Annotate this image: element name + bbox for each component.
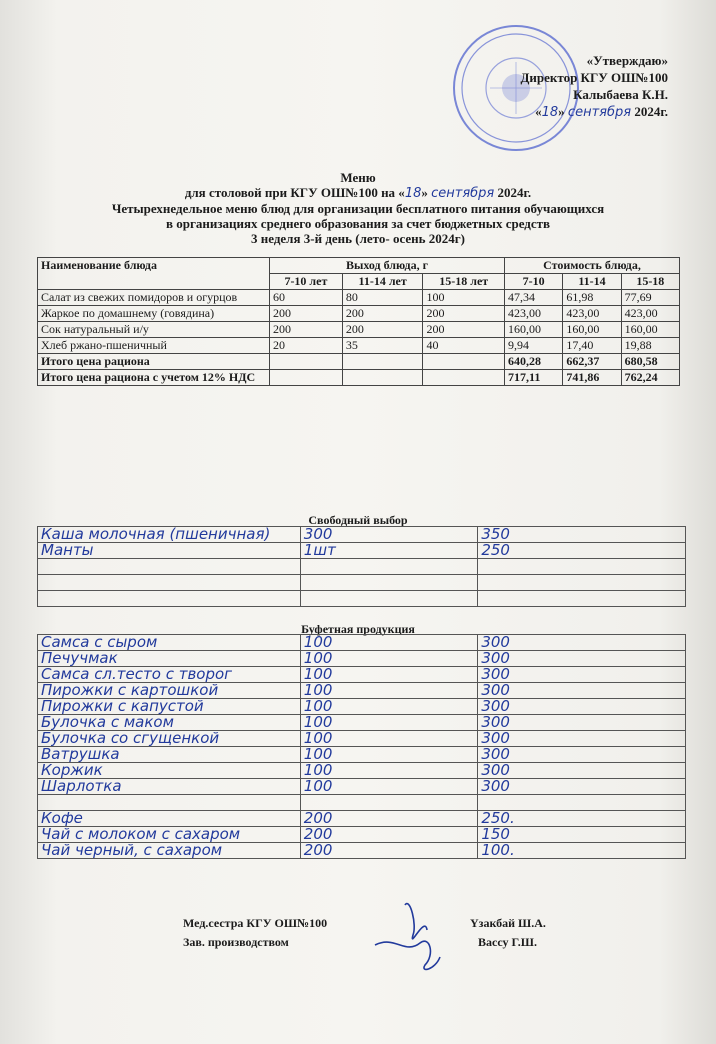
table-row: Шарлотка 100 300	[38, 779, 686, 795]
approval-block	[520, 52, 668, 121]
table-row: Сок натуральный и/у 200 200 200 160,00 160,00 160,00	[38, 322, 680, 338]
approval-label: «Утверждаю»	[586, 53, 668, 68]
free-choice-title: Свободный выбор	[308, 513, 408, 527]
manager-label: Зав. производством	[183, 935, 289, 949]
table-row: Самса с сыром 100 300	[38, 635, 686, 651]
table-row: Булочка со сгущенкой 100 300	[38, 731, 686, 747]
table-row: Самса сл.тесто с творог 100 300	[38, 667, 686, 683]
nurse-name: Үзакбай Ш.А.	[470, 916, 546, 930]
buffet-table	[37, 634, 686, 859]
col-output: Выход блюда, г	[270, 258, 505, 274]
table-row: Каша молочная (пшеничная) 300 350	[38, 527, 686, 543]
menu-month: сентября	[431, 186, 495, 201]
table-row: Коржик 100 300	[38, 763, 686, 779]
table-row: Чай с молоком с сахаром 200 150	[38, 827, 686, 843]
signature-icon	[365, 895, 455, 975]
age-group: 11-14	[563, 274, 621, 290]
age-group: 15-18	[621, 274, 679, 290]
table-row	[38, 575, 686, 591]
document-title	[0, 170, 716, 246]
age-group: 15-18 лет	[423, 274, 505, 290]
buffet-title: Буфетная продукция	[301, 622, 415, 636]
table-row: Булочка с маком 100 300	[38, 715, 686, 731]
table-row: Ватрушка 100 300	[38, 747, 686, 763]
approval-date: «18» сентября 2024г.	[535, 104, 668, 120]
col-dish-name: Наименование блюда	[38, 258, 270, 290]
free-choice-table	[37, 526, 686, 607]
menu-day: 18	[404, 186, 422, 201]
age-group: 7-10 лет	[270, 274, 343, 290]
approval-year: 2024г.	[634, 104, 668, 119]
menu-description-2: в организациях среднего образования за счет бюджетных средств	[165, 216, 551, 231]
table-row: Пирожки с картошкой 100 300	[38, 683, 686, 699]
col-cost: Стоимость блюда,	[505, 258, 680, 274]
approval-name: Калыбаева К.Н.	[573, 87, 668, 102]
table-row: Печучмак 100 300	[38, 651, 686, 667]
table-row	[38, 559, 686, 575]
menu-description-1: Четырехнедельное меню блюд для организации бесплатного питания обучающихся	[111, 201, 605, 216]
menu-heading: Меню	[340, 170, 376, 185]
menu-for-line: для столовой при КГУ ОШ№100 на «18» сентября 2024г.	[184, 185, 532, 201]
manager-name: Вассу Г.Ш.	[478, 935, 537, 949]
table-row: Кофе 200 250.	[38, 811, 686, 827]
approval-position: Директор КГУ ОШ№100	[520, 70, 668, 85]
total-row: Итого цена рациона 640,28 662,37 680,58	[38, 354, 680, 370]
table-row: Хлеб ржано-пшеничный 20 35 40 9,94 17,40 19,88	[38, 338, 680, 354]
menu-week: 3 неделя 3-й день (лето- осень 2024г)	[250, 231, 466, 246]
table-row: Чай черный, с сахаром 200 100.	[38, 843, 686, 859]
table-row	[38, 795, 686, 811]
approval-month: сентября	[567, 105, 632, 120]
age-group: 11-14 лет	[342, 274, 423, 290]
total-vat-row: Итого цена рациона с учетом 12% НДС 717,11 741,86 762,24	[38, 370, 680, 386]
approval-day: 18	[541, 105, 559, 120]
table-row: Жаркое по домашнему (говядина) 200 200 200 423,00 423,00 423,00	[38, 306, 680, 322]
table-row: Салат из свежих помидоров и огурцов 60 80 100 47,34 61,98 77,69	[38, 290, 680, 306]
menu-table	[37, 257, 680, 386]
table-row: Манты 1шт 250	[38, 543, 686, 559]
nurse-label: Мед.сестра КГУ ОШ№100	[183, 916, 328, 930]
table-row: Пирожки с капустой 100 300	[38, 699, 686, 715]
table-row	[38, 591, 686, 607]
age-group: 7-10	[505, 274, 563, 290]
